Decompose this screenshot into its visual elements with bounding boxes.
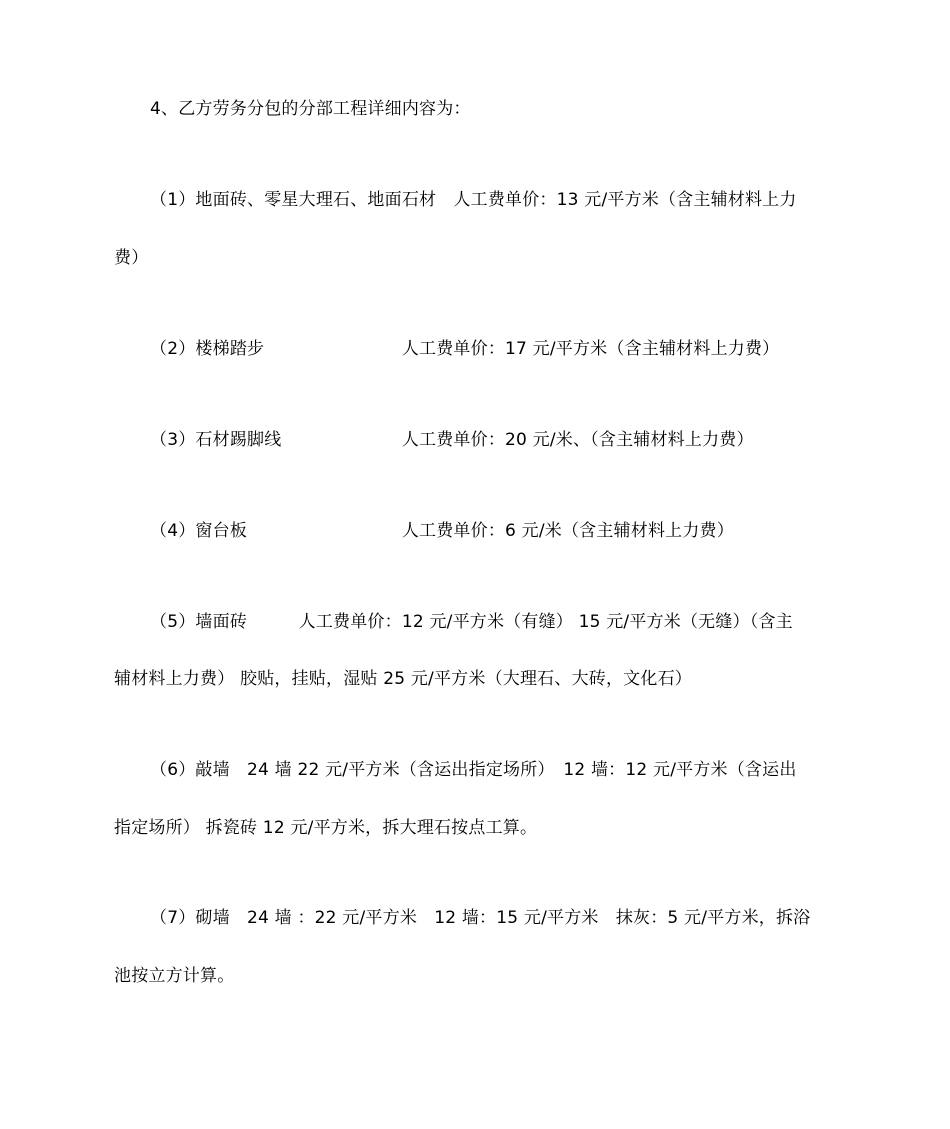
item-5-line-2: 辅材料上力费） 胶贴，挂贴，湿贴 25 元/平方米（大理石、大砖，文化石） (114, 669, 692, 689)
item-6-line-1: （6）敲墙 24 墙 22 元/平方米（含运出指定场所） 12 墙：12 元/平方米（含运出 (150, 760, 797, 780)
item-6-line-2: 指定场所） 拆瓷砖 12 元/平方米，拆大理石按点工算。 (114, 818, 538, 838)
item-5-line-1: （5）墙面砖 人工费单价：12 元/平方米（有缝） 15 元/平方米（无缝）（含主 (150, 612, 793, 632)
item-3-line-1: （3）石材踢脚线 人工费单价：20 元/米、（含主辅材料上力费） (150, 430, 754, 450)
item-2-line-1: （2）楼梯踏步 人工费单价：17 元/平方米（含主辅材料上力费） (150, 339, 780, 359)
item-1-line-1: （1）地面砖、零星大理石、地面石材 人工费单价：13 元/平方米（含主辅材料上力 (150, 190, 797, 210)
item-1-line-2: 费） (114, 248, 149, 268)
section-heading: 4、乙方劳务分包的分部工程详细内容为： (150, 99, 471, 119)
item-7-line-1: （7）砌墙 24 墙 ：22 元/平方米 12 墙：15 元/平方米 抹灰：5 元/平方米，拆浴 (150, 908, 811, 928)
item-4-line-1: （4）窗台板 人工费单价：6 元/米（含主辅材料上力费） (150, 521, 734, 541)
item-7-line-2: 池按立方计算。 (114, 966, 235, 986)
